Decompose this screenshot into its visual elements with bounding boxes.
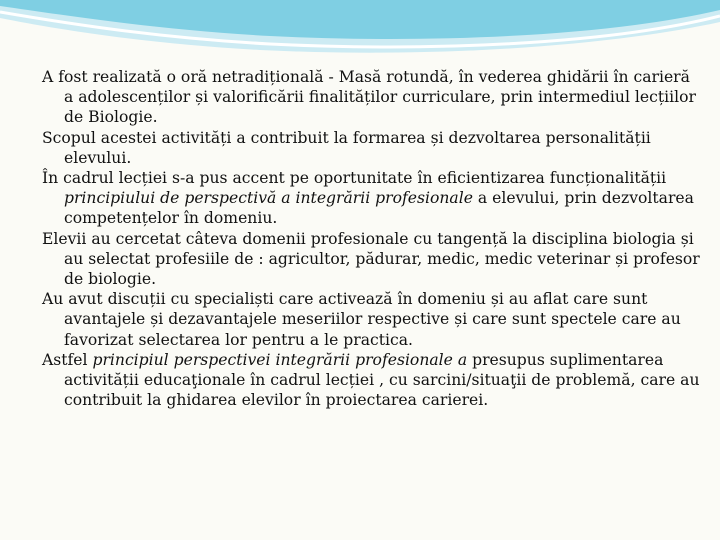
- paragraph-5: [42, 289, 702, 350]
- paragraph-3: [42, 168, 702, 229]
- text-run: Astfel: [42, 350, 93, 369]
- text-run: presupus suplimentarea activității educaţionale în cadrul lecției , cu sarcini/situaţii de problemă, care au contribuit la ghidarea elevilor în proiectarea carierei.: [64, 350, 700, 410]
- text-run: a elevului, prin dezvoltarea competențelor în domeniu.: [64, 189, 694, 228]
- text-run: Au avut discuții cu specialiști care activează în domeniu și au aflat care sunt avantajele și dezavantajele meseriilor respective și care sunt spectele care au favorizat selectarea lor pentru a le practica.: [42, 290, 681, 349]
- italic-text: principiul perspectivei integrării profesionale a: [92, 350, 468, 369]
- text-run: Scopul acestei activități a contribuit la formarea și dezvoltarea personalității elevului.: [42, 128, 651, 167]
- italic-text: principiului de perspectivă a integrării profesionale: [64, 189, 473, 208]
- paragraph-1: [42, 67, 702, 128]
- paragraph-6: [42, 350, 702, 411]
- paragraph-2: [42, 128, 702, 168]
- header-wave-decoration: [0, 0, 720, 70]
- text-run: În cadrul lecției s-a pus accent pe oportunitate în eficientizarea funcționalității: [42, 169, 667, 188]
- text-run: Elevii au cercetat câteva domenii profesionale cu tangență la disciplina biologia și au selectat profesiile de : agricultor, pădurar, medic, medic veterinar și profesor de biologie.: [42, 229, 700, 289]
- text-run: A fost realizată o oră netradițională - Masă rotundă, în vederea ghidării în carieră a adolescenților și valorificării finalităților curriculare, prin intermediul lecțiilor de Biologie.: [42, 68, 696, 127]
- slide-body-text: [42, 67, 702, 410]
- paragraph-4: [42, 229, 702, 290]
